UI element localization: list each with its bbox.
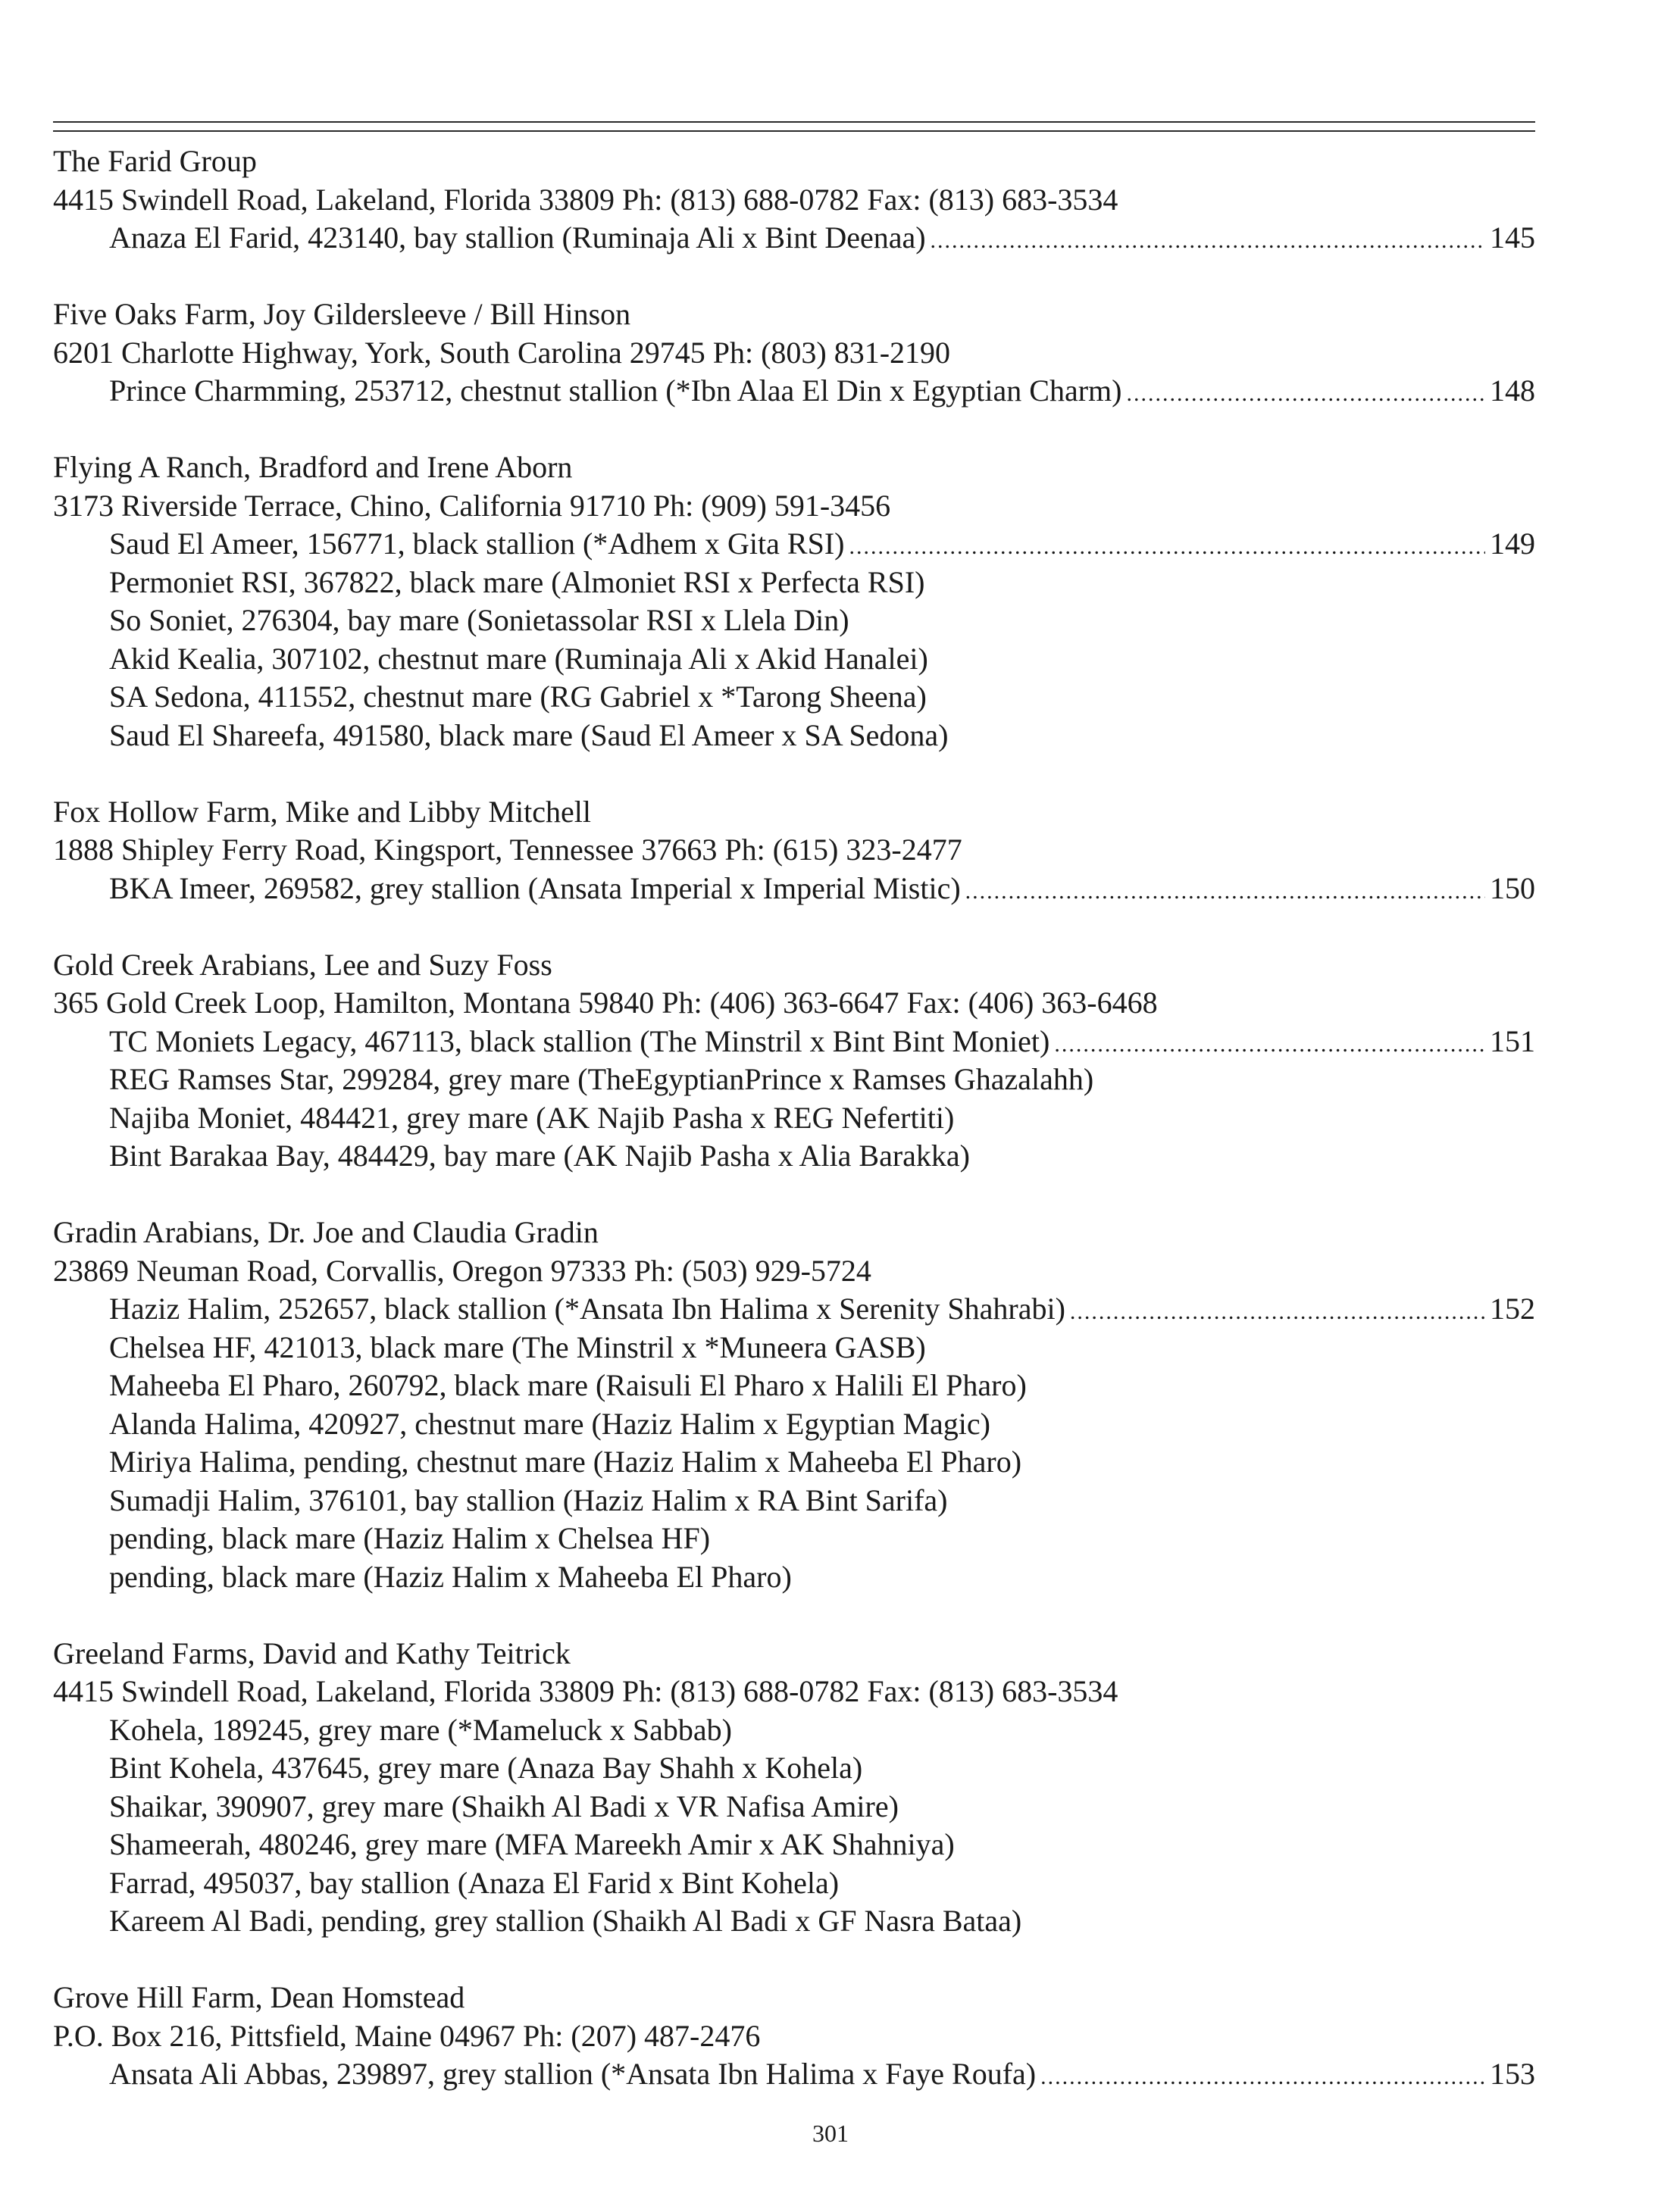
directory-entry [53,946,1535,1176]
horse-listing [53,1023,1535,1061]
farm-name: Gold Creek Arabians, Lee and Suzy Foss [53,947,552,982]
horse-description: Akid Kealia, 307102, chestnut mare (Ruminaja Ali x Akid Hanalei) [109,641,928,676]
horse-description: Saud El Ameer, 156771, black stallion (*Adhem x Gita RSI) [109,526,845,561]
horse-listing [53,1329,1535,1367]
horse-listing [53,678,1535,717]
directory-entry [53,142,1535,258]
dot-leader [1070,1293,1485,1332]
directory-entry [53,1979,1535,2094]
dot-leader [1126,375,1485,414]
horse-description: Kareem Al Badi, pending, grey stallion (Shaikh Al Badi x GF Nasra Bataa) [109,1904,1022,1938]
horse-listing [53,870,1535,908]
farm-name: Fox Hollow Farm, Mike and Libby Mitchell [53,794,591,829]
horse-listing [53,1137,1535,1176]
horse-description: Anaza El Farid, 423140, bay stallion (Ruminaja Ali x Bint Deenaa) [109,220,926,255]
horse-listing [53,1902,1535,1941]
horse-description: Bint Barakaa Bay, 484429, bay mare (AK Najib Pasha x Alia Barakka) [109,1139,970,1173]
horse-listing [53,372,1535,411]
horse-listing [53,717,1535,755]
horse-listing [53,1826,1535,1864]
horse-description: pending, black mare (Haziz Halim x Chelsea HF) [109,1521,711,1555]
horse-description: SA Sedona, 411552, chestnut mare (RG Gabriel x *Tarong Sheena) [109,680,927,714]
directory-entry [53,448,1535,755]
farm-address: P.O. Box 216, Pittsfield, Maine 04967 Ph: (207) 487-2476 [53,2018,761,2053]
horse-listing [53,525,1535,564]
dot-leader [965,873,1485,911]
horse-description: Haziz Halim, 252657, black stallion (*Ansata Ibn Halima x Serenity Shahrabi) [109,1292,1065,1326]
horse-page-reference: 145 [1490,220,1535,255]
horse-description: Miriya Halima, pending, chestnut mare (Haziz Halim x Maheeba El Pharo) [109,1445,1022,1479]
horse-description: Alanda Halima, 420927, chestnut mare (Haziz Halim x Egyptian Magic) [109,1406,990,1441]
horse-listing [53,1405,1535,1444]
directory-entry [53,1214,1535,1596]
horse-listing [53,2055,1535,2094]
directory-entry [53,295,1535,411]
farm-name: Five Oaks Farm, Joy Gildersleeve / Bill Hinson [53,297,631,331]
horse-listing [53,219,1535,258]
farm-name: The Farid Group [53,144,257,178]
horse-description: Saud El Shareefa, 491580, black mare (Saud El Ameer x SA Sedona) [109,717,949,752]
horse-listing [53,1749,1535,1788]
farm-directory [53,142,1535,2132]
horse-listing [53,1864,1535,1903]
horse-listing [53,1520,1535,1558]
header-rule-top [53,121,1535,123]
header-rule-bottom [53,130,1535,132]
horse-description: So Soniet, 276304, bay mare (Sonietassolar RSI x Llela Din) [109,603,849,637]
horse-description: TC Moniets Legacy, 467113, black stallion (The Minstril x Bint Bint Moniet) [109,1023,1050,1058]
horse-description: Kohela, 189245, grey mare (*Mameluck x Sabbab) [109,1712,732,1747]
farm-name: Grove Hill Farm, Dean Homstead [53,1980,465,2014]
horse-description: Shaikar, 390907, grey mare (Shaikh Al Badi x VR Nafisa Amire) [109,1789,899,1823]
horse-description: Prince Charmming, 253712, chestnut stallion (*Ibn Alaa El Din x Egyptian Charm) [109,373,1122,408]
horse-description: Shameerah, 480246, grey mare (MFA Mareekh Amir x AK Shahniya) [109,1827,955,1861]
farm-address: 4415 Swindell Road, Lakeland, Florida 33809 Ph: (813) 688-0782 Fax: (813) 683-3534 [53,1674,1118,1708]
horse-listing [53,1061,1535,1099]
farm-address: 3173 Riverside Terrace, Chino, California 91710 Ph: (909) 591-3456 [53,488,891,523]
horse-page-reference: 153 [1490,2057,1535,2091]
horse-page-reference: 150 [1490,870,1535,905]
horse-description: Permoniet RSI, 367822, black mare (Almoniet RSI x Perfecta RSI) [109,564,925,599]
farm-address: 1888 Shipley Ferry Road, Kingsport, Tennessee 37663 Ph: (615) 323-2477 [53,833,962,867]
horse-listing [53,1099,1535,1138]
horse-description: BKA Imeer, 269582, grey stallion (Ansata Imperial x Imperial Mistic) [109,870,961,905]
horse-page-reference: 151 [1490,1023,1535,1058]
farm-address: 6201 Charlotte Highway, York, South Carolina 29745 Ph: (803) 831-2190 [53,335,951,370]
horse-listing [53,564,1535,602]
horse-description: Bint Kohela, 437645, grey mare (Anaza Bay Shahh x Kohela) [109,1751,863,1785]
horse-listing [53,1711,1535,1750]
horse-listing [53,1558,1535,1597]
horse-description: Sumadji Halim, 376101, bay stallion (Haziz Halim x RA Bint Sarifa) [109,1482,948,1517]
horse-listing [53,601,1535,640]
farm-address: 4415 Swindell Road, Lakeland, Florida 33809 Ph: (813) 688-0782 Fax: (813) 683-3534 [53,182,1118,217]
horse-listing [53,1482,1535,1520]
horse-description: Ansata Ali Abbas, 239897, grey stallion (*Ansata Ibn Halima x Faye Roufa) [109,2057,1037,2091]
horse-description: Chelsea HF, 421013, black mare (The Minstril x *Muneera GASB) [109,1329,926,1364]
horse-description: Farrad, 495037, bay stallion (Anaza El Farid x Bint Kohela) [109,1865,840,1900]
horse-description: REG Ramses Star, 299284, grey mare (TheEgyptianPrince x Ramses Ghazalahh) [109,1062,1094,1096]
dot-leader [849,528,1485,567]
horse-description: Najiba Moniet, 484421, grey mare (AK Najib Pasha x REG Nefertiti) [109,1100,955,1135]
farm-name: Greeland Farms, David and Kathy Teitrick [53,1636,571,1670]
horse-page-reference: 152 [1490,1292,1535,1326]
horse-page-reference: 149 [1490,526,1535,561]
dot-leader [1054,1026,1485,1064]
horse-listing [53,1290,1535,1329]
farm-address: 23869 Neuman Road, Corvallis, Oregon 97333 Ph: (503) 929-5724 [53,1253,871,1288]
horse-description: Maheeba El Pharo, 260792, black mare (Raisuli El Pharo x Halili El Pharo) [109,1368,1027,1402]
horse-listing [53,1788,1535,1826]
dot-leader [931,222,1485,261]
horse-listing [53,1367,1535,1405]
directory-entry [53,1635,1535,1941]
farm-address: 365 Gold Creek Loop, Hamilton, Montana 59840 Ph: (406) 363-6647 Fax: (406) 363-6468 [53,986,1158,1020]
farm-name: Gradin Arabians, Dr. Joe and Claudia Gradin [53,1215,599,1249]
horse-description: pending, black mare (Haziz Halim x Maheeba El Pharo) [109,1559,792,1594]
horse-listing [53,640,1535,679]
farm-name: Flying A Ranch, Bradford and Irene Aborn [53,450,573,484]
page-number: 301 [812,2120,849,2147]
horse-page-reference: 148 [1490,373,1535,408]
horse-listing [53,1443,1535,1482]
directory-entry [53,793,1535,908]
dot-leader [1040,2058,1485,2097]
